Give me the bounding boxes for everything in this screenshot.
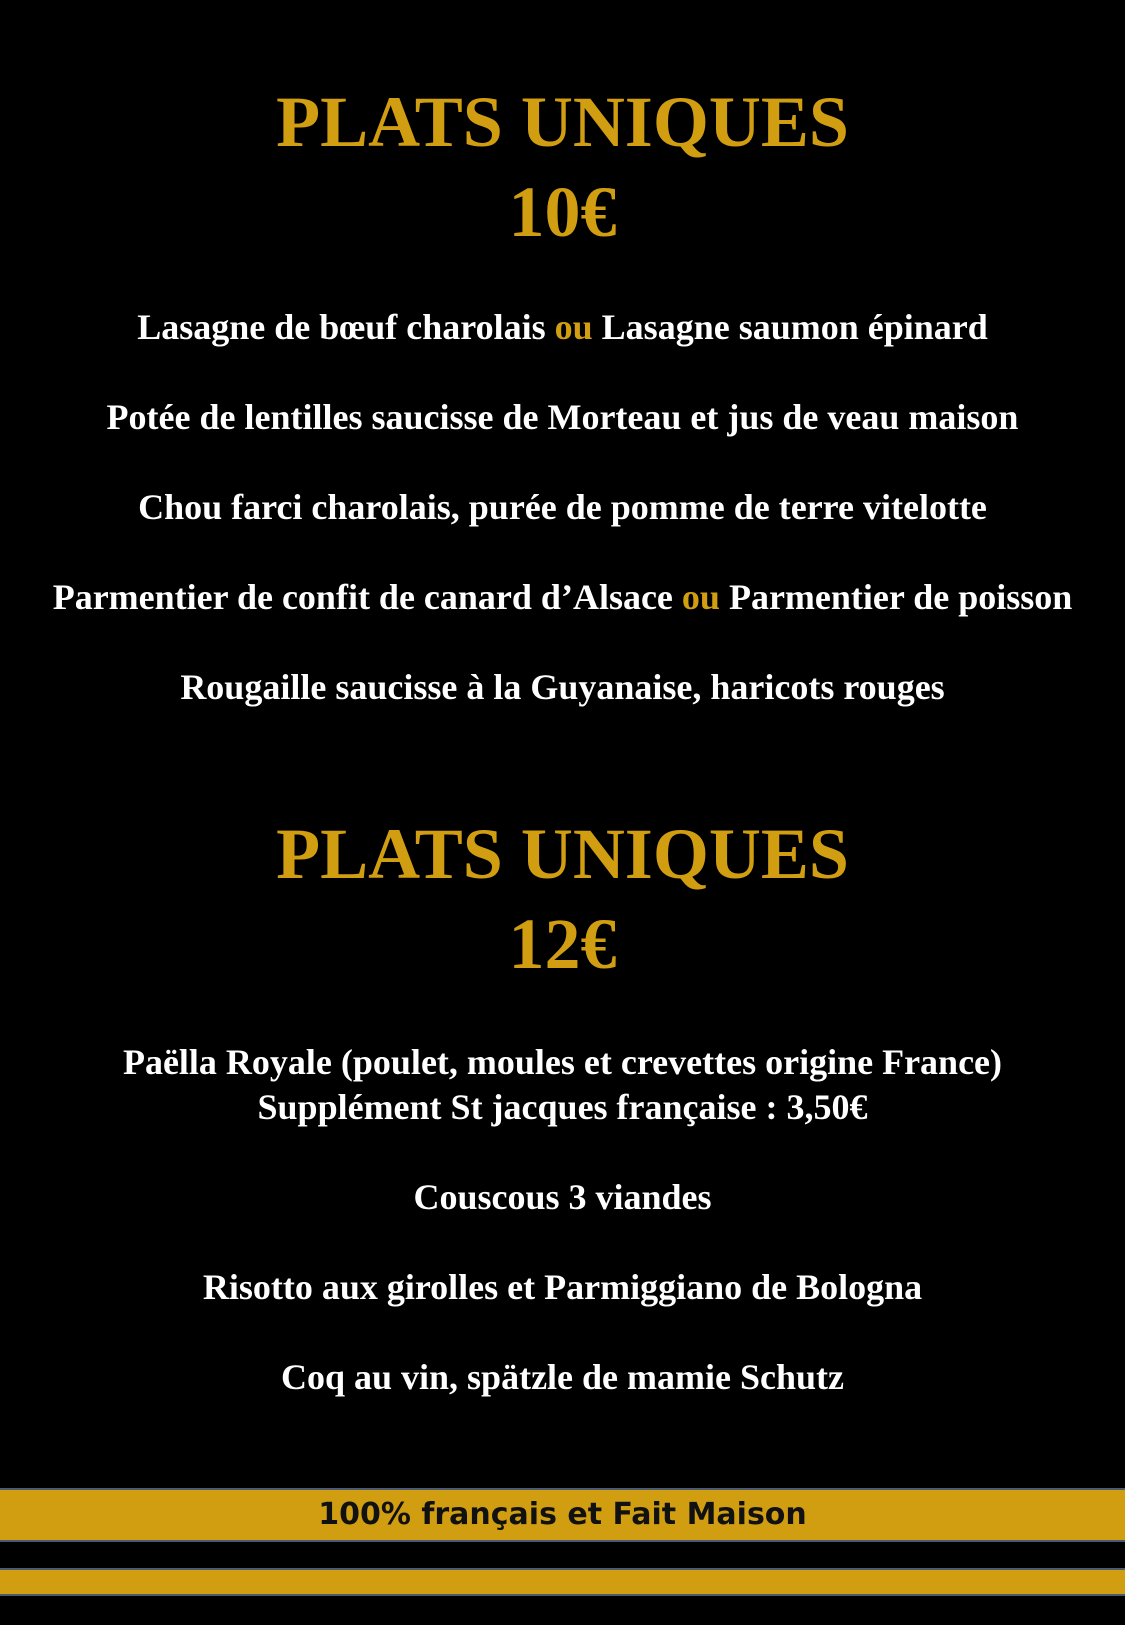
section-title-10: PLATS UNIQUES [276,82,849,162]
dish-text: Lasagne de bœuf charolais [137,307,555,347]
section-price-10: 10€ [508,172,617,252]
dish-item-risotto: Risotto aux girolles et Parmiggiano de Bologna [202,1267,923,1307]
dish-item-lasagne [0,305,1125,349]
dish-item-potee: Potée de lentilles saucisse de Morteau et jus de veau maison [106,397,1019,437]
dish-text: Parmentier de confit de canard d’Alsace [52,577,682,617]
footer-accent-bar [0,1568,1125,1596]
dish-item-chou-farci: Chou farci charolais, purée de pomme de terre vitelotte [138,487,987,527]
dish-text: Lasagne saumon épinard [592,307,988,347]
or-connector: ou [681,577,720,617]
dish-supplement-note: Supplément St jacques française : 3,50€ [257,1087,868,1127]
dish-item-coq-au-vin: Coq au vin, spätzle de mamie Schutz [280,1357,844,1397]
dish-item-parmentier [0,575,1125,619]
section-title-12: PLATS UNIQUES [276,814,849,894]
or-connector: ou [554,307,593,347]
dish-item-couscous: Couscous 3 viandes [413,1177,712,1217]
section-price-12: 12€ [508,904,617,984]
footer-banner-text: 100% français et Fait Maison [318,1497,807,1532]
dish-item-paella: Paëlla Royale (poulet, moules et crevettes origine France) [122,1042,1003,1082]
dish-item-rougaille: Rougaille saucisse à la Guyanaise, haricots rouges [180,667,945,707]
footer-banner [0,1488,1125,1542]
dish-text: Parmentier de poisson [719,577,1073,617]
